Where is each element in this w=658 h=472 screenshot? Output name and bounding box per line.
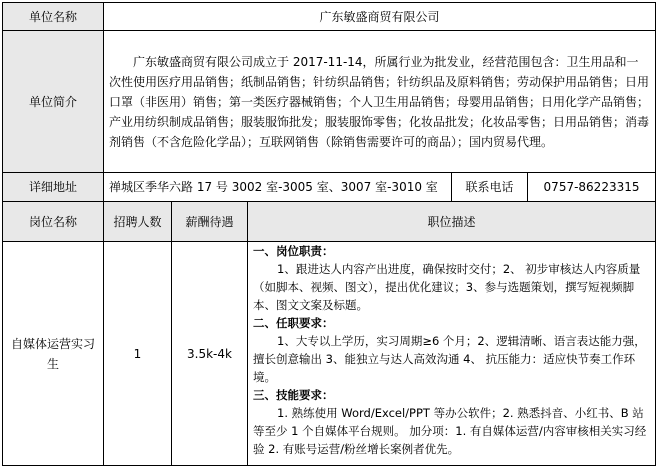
section-title: 一、岗位职责： — [253, 244, 334, 258]
position-header: 岗位名称 — [3, 202, 104, 242]
address-label: 详细地址 — [3, 173, 104, 202]
job-headcount: 1 — [104, 242, 172, 466]
headcount-header: 招聘人数 — [104, 202, 172, 242]
section-title: 三、技能要求： — [253, 388, 334, 402]
company-name: 广东敏盛商贸有限公司 — [104, 3, 656, 31]
section-body: 1. 熟练使用 Word/Excel/PPT 等办公软件；2. 熟悉抖音、小红书、B 站等至少 1 个自媒体平台规则。 加分项：1. 有自媒体运营/内容审核相关实习经验 2. 有账号运营/粉丝增长案例者优先。 — [253, 406, 647, 456]
salary-header: 薪酬待遇 — [172, 202, 248, 242]
section-body: 1、大专以上学历，实习周期≥6 个月；2、逻辑清晰、语言表达能力强，擅长创意输出 3、能独立与达人高效沟通 4、 抗压能力：适应快节奏工作环境。 — [253, 334, 646, 384]
phone-value: 0757-86223315 — [528, 173, 656, 202]
section-body: 1、跟进达人内容产出进度，确保按时交付；2、 初步审核达人内容质量（如脚本、视频、图文），提出优化建议；3、参与选题策划，撰写短视频脚本、图文文案及标题。 — [253, 262, 641, 312]
company-name-row — [3, 3, 656, 31]
job-salary: 3.5k-4k — [172, 242, 248, 466]
job-description — [248, 242, 656, 466]
address-row — [3, 173, 656, 202]
company-intro-label: 单位简介 — [3, 31, 104, 173]
section-title: 二、任职要求： — [253, 316, 334, 330]
phone-label: 联系电话 — [452, 173, 528, 202]
job-row — [3, 242, 656, 466]
jobs-header-row — [3, 202, 656, 242]
job-position: 自媒体运营实习生 — [3, 242, 104, 466]
company-intro-row — [3, 31, 656, 173]
description-header: 职位描述 — [248, 202, 656, 242]
company-name-label: 单位名称 — [3, 3, 104, 31]
address-value: 禅城区季华六路 17 号 3002 室-3005 室、3007 室-3010 室 — [104, 173, 452, 202]
company-intro: 广东敏盛商贸有限公司成立于 2017-11-14，所属行业为批发业，经营范围包含：卫生用品和一次性使用医疗用品销售；纸制品销售；针纺织品销售；针纺织品及原料销售；劳动保护用品销售；日用口罩（非医用）销售；第一类医疗器械销售；个人卫生用品销售；母婴用品销售；日用化学产品销售；产业用纺织制成品销售；服装服饰批发；服装服饰零售；化妆品批发；化妆品零售；日用品销售；消毒剂销售（不含危险化学品）；互联网销售（除销售需要许可的商品）；国内贸易代理。 — [104, 31, 656, 173]
job-posting-table — [2, 2, 656, 466]
